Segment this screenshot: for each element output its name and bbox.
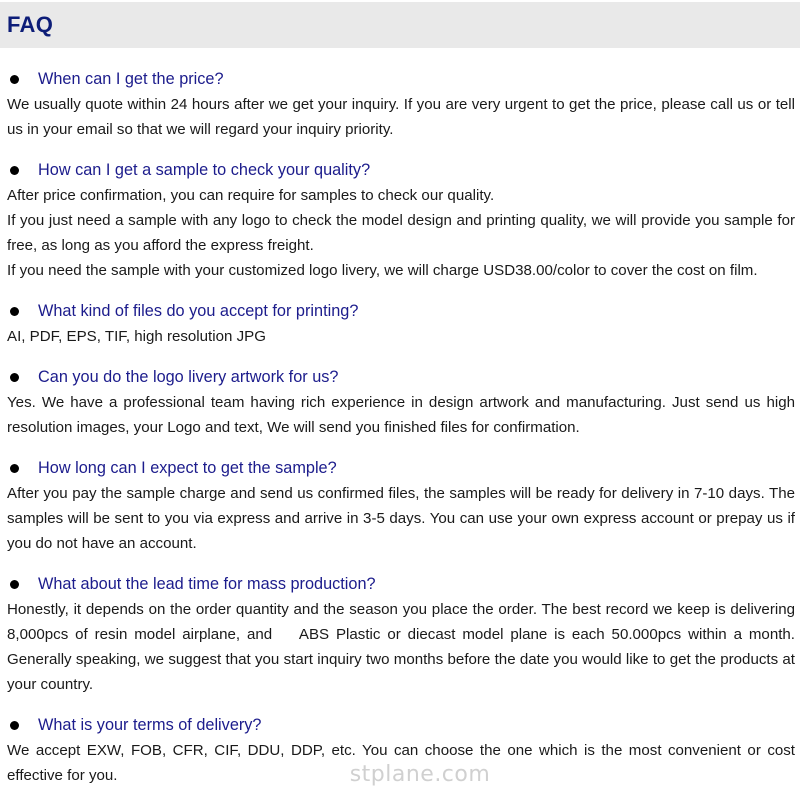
faq-item bbox=[0, 157, 800, 283]
answer-paragraph: Honestly, it depends on the order quantity and the season you place the order. The best record we keep is delivering 8,000pcs of resin model airplane, and ABS Plastic or diecast model plane is each 50.000pcs within a month. Generally speaking, we suggest that you start inquiry two months before the date you would like to get the products at your country. bbox=[7, 601, 800, 693]
question-text: How long can I expect to get the sample? bbox=[38, 459, 337, 477]
faq-question bbox=[0, 66, 800, 92]
faq-question bbox=[0, 364, 800, 390]
answer-paragraph: We usually quote within 24 hours after we get your inquiry. If you are very urgent to get the price, please call us or tell us in your email so that we will regard your inquiry priority. bbox=[7, 96, 795, 138]
question-text: What is your terms of delivery? bbox=[38, 716, 262, 734]
faq-item bbox=[0, 364, 800, 440]
faq-item bbox=[0, 66, 800, 142]
question-text: What kind of files do you accept for printing? bbox=[38, 302, 359, 320]
answer-paragraph: We accept EXW, FOB, CFR, CIF, DDU, DDP, etc. You can choose the one which is the most convenient or cost effective for you. bbox=[7, 742, 795, 784]
question-text: What about the lead time for mass production? bbox=[38, 575, 376, 593]
answer-paragraph: Yes. We have a professional team having rich experience in design artwork and manufacturing. Just send us high resolution images, your Logo and text, We will send you finished files for confirmation. bbox=[7, 394, 795, 436]
watermark: stplane.com bbox=[349, 762, 491, 787]
faq-item bbox=[0, 455, 800, 556]
faq-answer bbox=[0, 390, 800, 440]
bullet-icon bbox=[10, 464, 19, 473]
question-text: How can I get a sample to check your quality? bbox=[38, 161, 371, 179]
faq-question bbox=[0, 298, 800, 324]
faq-list bbox=[0, 66, 800, 800]
answer-paragraph: After you pay the sample charge and send us confirmed files, the samples will be ready for delivery in 7-10 days. The samples will be sent to you via express and arrive in 3-5 days. You can use your own express account or prepay us if you do not have an account. bbox=[7, 485, 795, 552]
answer-paragraph: AI, PDF, EPS, TIF, high resolution JPG bbox=[7, 328, 266, 345]
faq-answer bbox=[0, 597, 800, 697]
faq-item bbox=[0, 298, 800, 349]
bullet-icon bbox=[10, 307, 19, 316]
bullet-icon bbox=[10, 721, 19, 730]
faq-answer bbox=[0, 92, 800, 142]
faq-answer bbox=[0, 481, 800, 556]
faq-question bbox=[0, 571, 800, 597]
faq-header bbox=[0, 2, 800, 48]
faq-question bbox=[0, 712, 800, 738]
question-text: When can I get the price? bbox=[38, 70, 224, 88]
bullet-icon bbox=[10, 373, 19, 382]
bullet-icon bbox=[10, 580, 19, 589]
answer-paragraph: If you just need a sample with any logo to check the model design and printing quality, we will provide you sample for free, as long as you afford the express freight. bbox=[7, 212, 795, 254]
faq-question bbox=[0, 157, 800, 183]
faq-item bbox=[0, 712, 800, 788]
bullet-icon bbox=[10, 75, 19, 84]
answer-paragraph: If you need the sample with your customized logo livery, we will charge USD38.00/color to cover the cost on film. bbox=[7, 262, 758, 279]
faq-question bbox=[0, 455, 800, 481]
faq-answer bbox=[0, 324, 800, 349]
faq-item bbox=[0, 571, 800, 697]
bullet-icon bbox=[10, 166, 19, 175]
answer-paragraph: After price confirmation, you can require for samples to check our quality. bbox=[7, 187, 495, 204]
page-title: FAQ bbox=[7, 12, 54, 37]
faq-answer bbox=[0, 183, 800, 283]
question-text: Can you do the logo livery artwork for us? bbox=[38, 368, 339, 386]
faq-answer bbox=[0, 738, 800, 788]
